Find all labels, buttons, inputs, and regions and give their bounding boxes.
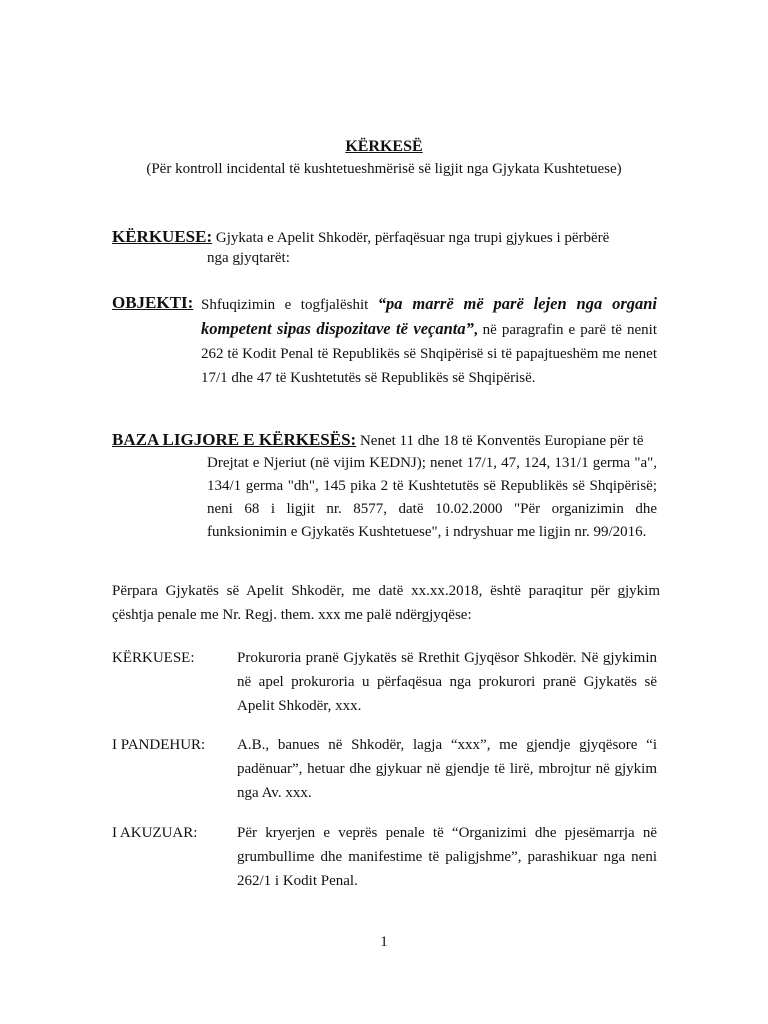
objekti-label: OBJEKTI: [112, 293, 194, 312]
party-text-kerkuese: Prokuroria pranë Gjykatës së Rrethit Gjyqësor Shkodër. Në gjykimin në apel prokuroria u përfaqësua nga prokurori pranë Gjykatës së Apelit Shkodër, xxx. [237, 650, 657, 714]
objekti-text [201, 292, 657, 390]
page-number: 1 [380, 934, 388, 950]
kerkuese-label: KËRKUESE: [112, 227, 213, 246]
party-label-akuzuar: I AKUZUAR: [112, 825, 198, 841]
party-label-pandehur: I PANDEHUR: [112, 737, 206, 753]
party-text-pandehur: A.B., banues në Shkodër, lagja “xxx”, me gjendje gjyqësore “i padënuar”, hetuar dhe gjykuar në gjendje të lirë, mbrojtur në gjykim nga Av. xxx. [237, 737, 657, 801]
document-subtitle: (Për kontroll incidental të kushtetueshmërisë së ligjit nga Gjykata Kushtetuese) [146, 161, 622, 177]
party-text-akuzuar: Për kryerjen e veprës penale të “Organizimi dhe pjesëmarrja në grumbullime dhe manifestime të paligjshme”, parashikuar nga neni 262/1 i Kodit Penal. [237, 825, 657, 889]
kerkuese-line1: Gjykata e Apelit Shkodër, përfaqësuar nga trupi gjykues i përbërë [215, 230, 610, 246]
kerkuese-section [112, 226, 660, 249]
intro-paragraph: Përpara Gjykatës së Apelit Shkodër, me datë xx.xx.2018, është paraqitur për gjykim çështja penale me Nr. Regj. them. xxx me palë ndërgjyqëse: [112, 583, 660, 623]
document-title: KËRKESË [345, 138, 423, 155]
baza-text: Drejtat e Njeriut (në vijim KEDNJ); nenet 17/1, 47, 124, 131/1 germa "a", 134/1 germa "dh", 145 pika 2 të Kushtetutës së Republikës së Shqipërisë; neni 68 i ligjit nr. 8577, datë 10.02.2000 "Për organizimin dhe funksionimin e Gjykatës Kushtetuese", i ndryshuar me ligjin nr. 99/2016. [207, 455, 657, 540]
objekti-quoted-phrase: “pa marrë më parë lejen nga organi kompetent sipas dispozitave të veçanta” [201, 294, 657, 338]
baza-line1: Nenet 11 dhe 18 të Konventës Europiane për të [359, 433, 644, 449]
baza-label: BAZA LIGJORE E KËRKESËS: [112, 430, 357, 449]
kerkuese-line2: nga gjyqtarët: [207, 250, 290, 266]
baza-section [112, 429, 658, 452]
objekti-text-end: në paragrafin e parë të nenit 262 të Kodit Penal të Republikës së Shqipërisë si të papajtueshëm me nenet 17/1 dhe 47 të Kushtetutës së Republikës së Shqipërisë. [201, 322, 657, 386]
objekti-text-start: Shfuqizimin e togfjalëshit [201, 297, 378, 313]
party-label-kerkuese: KËRKUESE: [112, 650, 195, 666]
objekti-comma: , [473, 322, 478, 338]
